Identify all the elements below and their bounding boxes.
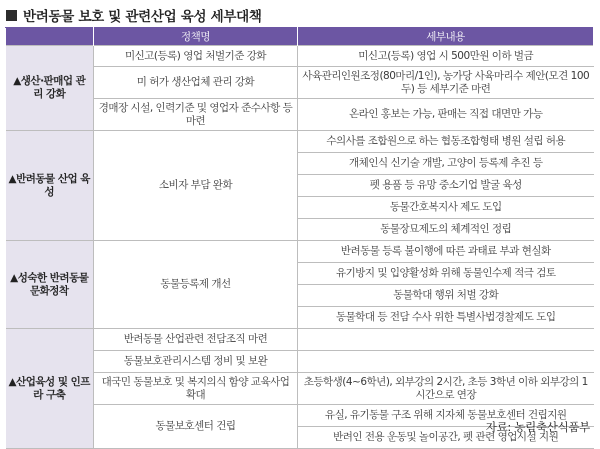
category-cell: ▲성숙한 반려동물 문화정착: [6, 241, 94, 329]
title-row: [6, 6, 262, 24]
table-row: [6, 46, 594, 67]
detail-cell: 동물학대 등 전담 수사 위한 특별사법경찰제도 도입: [298, 307, 594, 329]
policy-cell: 대국민 동물보호 및 복지의식 함양 교육사업 확대: [94, 373, 298, 405]
detail-cell: 동물장묘제도의 체계적인 정립: [298, 219, 594, 241]
header-policy: 정책명: [94, 28, 298, 46]
detail-cell: 반려인 전용 운동및 놀이공간, 펫 관련 영업시설 지원: [298, 427, 594, 449]
detail-cell: 초등학생(4~6학년), 외부강의 2시간, 초등 3학년 이하 외부강의 1시간으로 연장: [298, 373, 594, 405]
detail-cell: 사육관리인원조정(80마리/1인), 농가당 사육마리수 제안(모견 100두) 등 세부기준 마련: [298, 67, 594, 99]
policy-cell: 동물등록제 개선: [94, 241, 298, 329]
detail-cell: 동물학대 행위 처벌 강화: [298, 285, 594, 307]
table-row: [6, 67, 594, 99]
detail-cell: 온라인 홍보는 가능, 판매는 직접 대면만 가능: [298, 99, 594, 131]
policy-cell: 동물보호관리시스템 정비 및 보완: [94, 351, 298, 373]
detail-cell: 유기방지 및 입양활성화 위해 동물인수제 적극 검토: [298, 263, 594, 285]
detail-cell: 미신고(등록) 영업 시 500만원 이하 벌금: [298, 46, 594, 67]
detail-cell: 펫 용품 등 유망 중소기업 발굴 육성: [298, 175, 594, 197]
policy-cell: 미신고(등록) 영업 처벌기준 강화: [94, 46, 298, 67]
detail-cell: 유실, 유기동물 구조 위해 지자체 동물보호센터 건립지원: [298, 405, 594, 427]
category-cell: ▲생산·판매업 관리 강화: [6, 46, 94, 131]
detail-cell: 동물간호복지사 제도 도입: [298, 197, 594, 219]
title-bullet-square: [6, 10, 17, 21]
category-cell: ▲산업육성 및 인프라 구축: [6, 329, 94, 449]
policy-table: [5, 27, 594, 449]
detail-cell: 수의사를 조합원으로 하는 협동조합형태 병원 설립 허용: [298, 131, 594, 153]
table-row: [6, 131, 594, 153]
detail-cell: 반려동물 등록 불이행에 따른 과태료 부과 현실화: [298, 241, 594, 263]
source-note: 자료: 농림축산식품부: [485, 420, 590, 434]
policy-cell: 반려동물 산업관련 전담조직 마련: [94, 329, 298, 351]
page-title: 반려동물 보호 및 관련산업 육성 세부대책: [23, 9, 262, 25]
policy-cell: 소비자 부담 완화: [94, 131, 298, 241]
table-row: [6, 99, 594, 131]
header-details: 세부내용: [298, 28, 594, 46]
category-cell: ▲반려동물 산업 육성: [6, 131, 94, 241]
policy-cell: 동물보호센터 건립: [94, 405, 298, 449]
table-row: [6, 329, 594, 351]
table-row: [6, 373, 594, 405]
header-blank-cell: [6, 28, 94, 46]
table-row: [6, 241, 594, 263]
policy-cell: 미 허가 생산업체 관리 강화: [94, 67, 298, 99]
policy-cell: 경매장 시설, 인력기준 및 영업자 준수사항 등 마련: [94, 99, 298, 131]
detail-cell: 개체인식 신기술 개발, 고양이 등록제 추진 등: [298, 153, 594, 175]
detail-cell: [298, 351, 594, 373]
table-row: [6, 351, 594, 373]
detail-cell: [298, 329, 594, 351]
table-header-row: [6, 28, 594, 46]
